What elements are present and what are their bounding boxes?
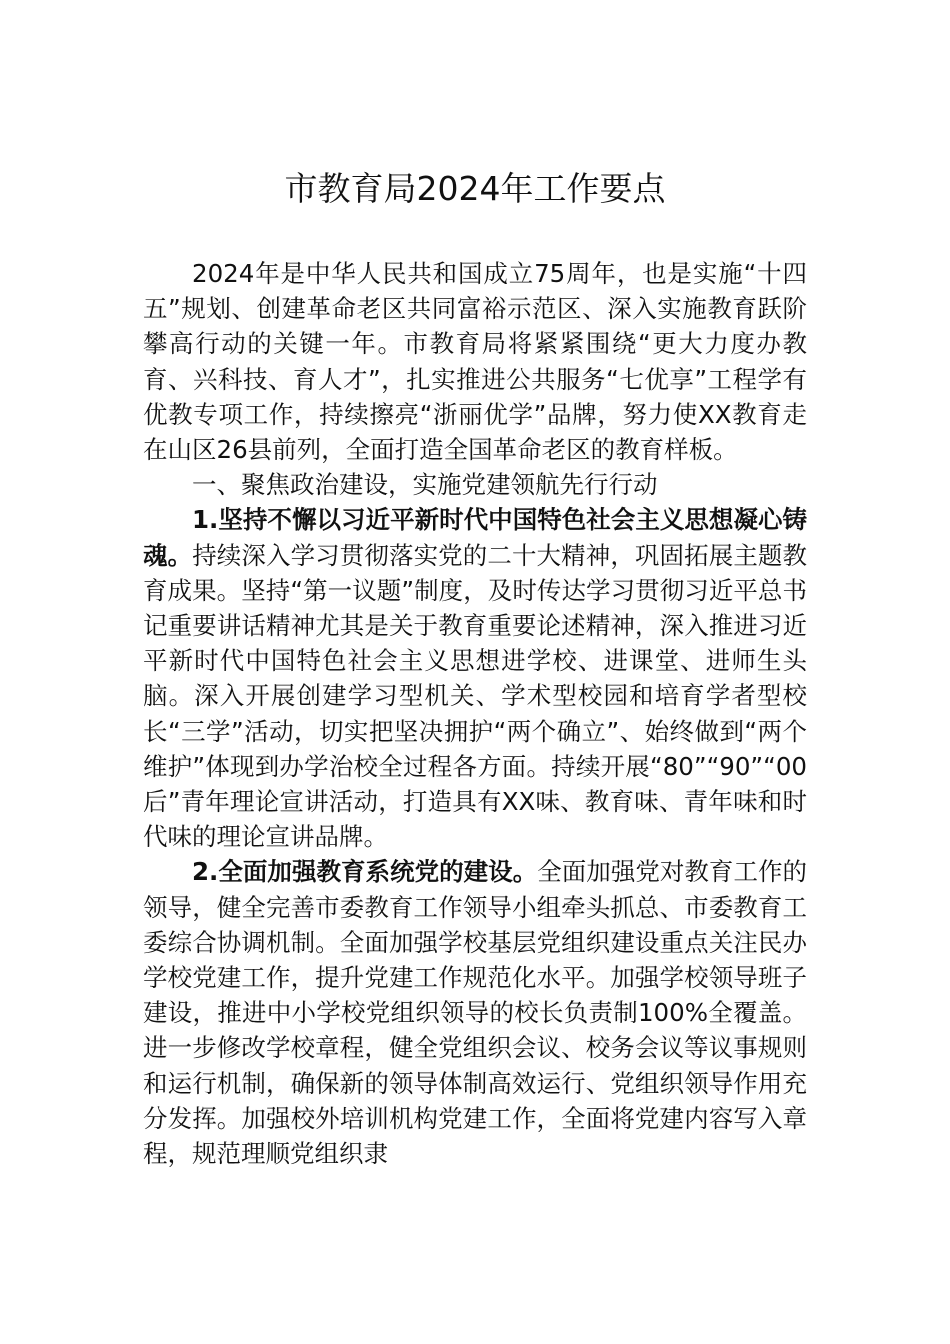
document-body: [143, 256, 807, 1171]
intro-paragraph: 2024年是中华人民共和国成立75周年，也是实施“十四五”规划、创建革命老区共同富裕示范区、深入实施教育跃阶攀高行动的关键一年。市教育局将紧紧围绕“更大力度办教育、兴科技、育人才”，扎实推进公共服务“七优享”工程学有优教专项工作，持续擦亮“浙丽优学”品牌，努力使XX教育走在山区26县前列，全面打造全国革命老区的教育样板。: [143, 259, 807, 465]
item-2-text: 全面加强党对教育工作的领导，健全完善市委教育工作领导小组牵头抓总、市委教育工委综合协调机制。全面加强学校基层党组织建设重点关注民办学校党建工作，提升党建工作规范化水平。加强学校领导班子建设，推进中小学校党组织领导的校长负责制100%全覆盖。进一步修改学校章程，健全党组织会议、校务会议等议事规则和运行机制，确保新的领导体制高效运行、党组织领导作用充分发挥。加强校外培训机构党建工作，全面将党建内容写入章程，规范理顺党组织隶: [143, 857, 808, 1169]
section-heading-1: 一、聚焦政治建设，实施党建领航先行行动: [192, 470, 658, 500]
item-paragraph-1: [143, 502, 807, 854]
item-paragraph-2: [143, 854, 807, 1171]
document-title: 市教育局2024年工作要点: [284, 169, 666, 208]
item-2-lead: 2.全面加强教育系统党的建设。: [192, 857, 538, 887]
item-1-text: 持续深入学习贯彻落实党的二十大精神，巩固拓展主题教育成果。坚持“第一议题”制度，及时传达学习贯彻习近平总书记重要讲话精神尤其是关于教育重要论述精神，深入推进习近平新时代中国特色社会主义思想进学校、进课堂、进师生头脑。深入开展创建学习型机关、学术型校园和培育学者型校长“三学”活动，切实把坚决拥护“两个确立”、始终做到“两个维护”体现到办学治校全过程各方面。持续开展“80”“90”“00后”青年理论宣讲活动，打造具有XX味、教育味、青年味和时代味的理论宣讲品牌。: [143, 540, 808, 852]
item-1-lead: 1.坚持不懈以习近平新时代中国特色社会主义思想凝心铸魂。: [143, 505, 807, 570]
